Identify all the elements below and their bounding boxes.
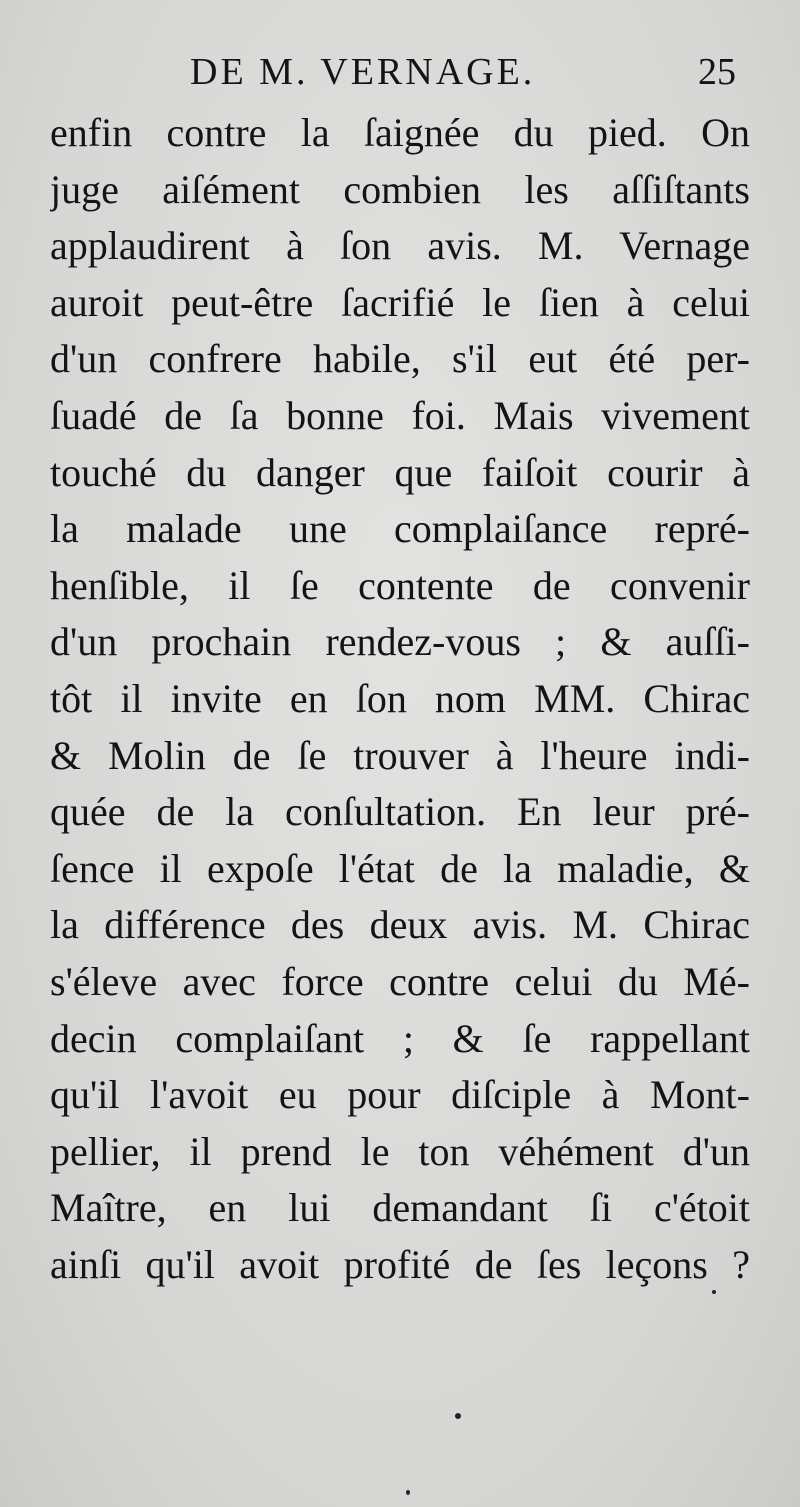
text-line: Maître, en lui demandant ſi c'étoit — [50, 1185, 750, 1231]
text-line: d'un prochain rendez-vous ; & auſſi- — [50, 619, 750, 665]
ink-speck — [455, 1413, 461, 1419]
text-line: qu'il l'avoit eu pour diſciple à Mont- — [50, 1072, 750, 1118]
text-line: enfin contre la ſaignée du pied. On — [50, 110, 750, 155]
ink-speck — [406, 1490, 410, 1495]
text-line: tôt il invite en ſon nom MM. Chirac — [50, 675, 750, 721]
text-line: ſence il expoſe l'état de la maladie, & — [50, 845, 750, 891]
text-line: quée de la conſultation. En leur pré- — [50, 789, 750, 835]
text-line: s'éleve avec force contre celui du Mé- — [50, 958, 750, 1004]
text-line: ainſi qu'il avoit profité de ſes leçons ? — [50, 1241, 750, 1287]
text-line: pellier, il prend le ton véhément d'un — [50, 1128, 750, 1174]
running-title: DE M. VERNAGE. — [190, 51, 536, 93]
text-line: juge aiſément combien les aſſiſtants — [50, 166, 750, 212]
page-number: 25 — [698, 51, 736, 93]
text-line: touché du danger que faiſoit courir à — [50, 449, 750, 495]
text-line: applaudirent à ſon avis. M. Vernage — [50, 223, 750, 269]
text-line: la malade une complaiſance repré- — [50, 506, 750, 552]
text-line: henſible, il ſe contente de convenir — [50, 562, 750, 608]
text-line: auroit peut-être ſacrifié le ſien à celui — [50, 279, 750, 325]
ink-speck — [712, 1290, 716, 1294]
running-head — [0, 48, 800, 96]
text-line: d'un confrere habile, s'il eut été per- — [50, 336, 750, 382]
text-line: decin complaiſant ; & ſe rappellant — [50, 1015, 750, 1061]
text-line: & Molin de ſe trouver à l'heure indi- — [50, 732, 750, 778]
text-line: ſuadé de ſa bonne foi. Mais vivement — [50, 392, 750, 438]
body-text — [50, 105, 750, 1293]
text-line: la différence des deux avis. M. Chirac — [50, 902, 750, 948]
